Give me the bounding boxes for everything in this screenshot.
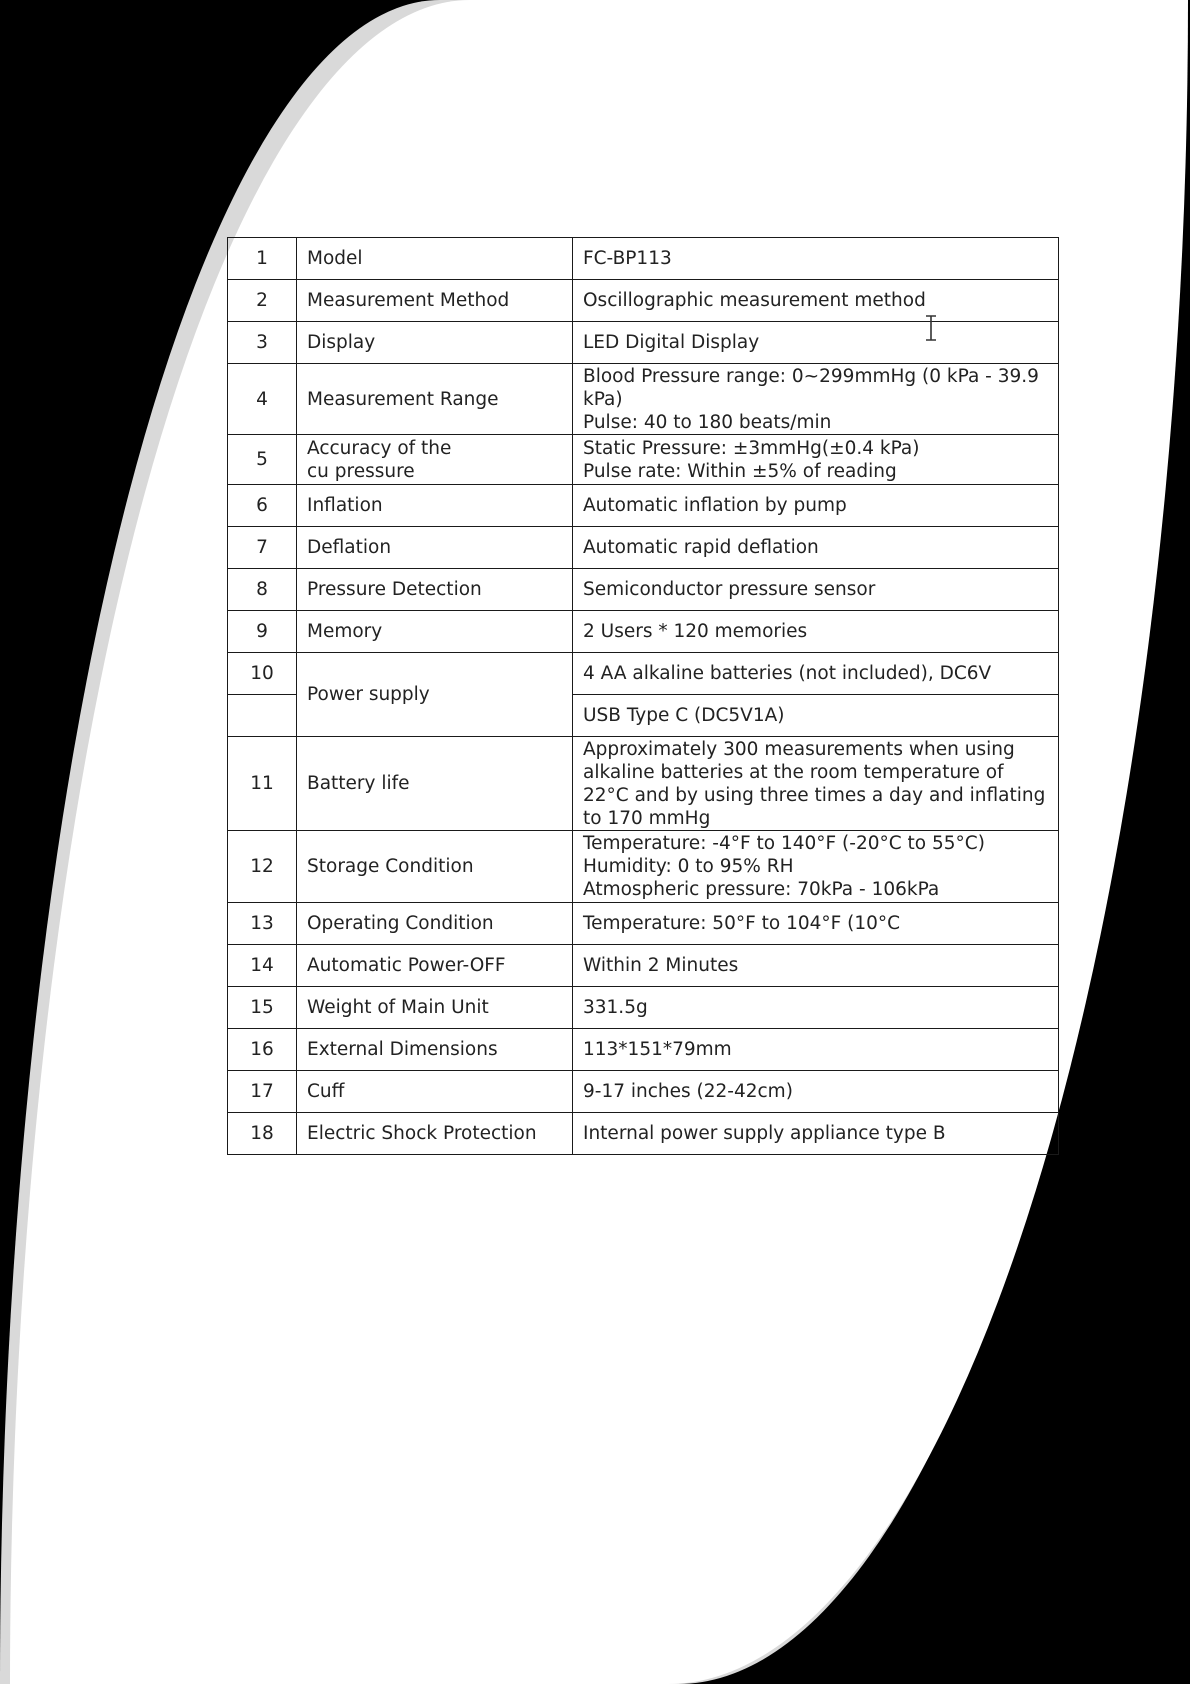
- row-number-empty: [228, 695, 297, 737]
- spec-name: Deflation: [297, 527, 573, 569]
- row-number: 5: [228, 435, 297, 485]
- row-number: 10: [228, 653, 297, 695]
- text-cursor-icon: [924, 315, 938, 341]
- table-row: [228, 569, 1059, 611]
- spec-name: Automatic Power-OFF: [297, 945, 573, 987]
- row-number: 14: [228, 945, 297, 987]
- spec-name: Cuff: [297, 1071, 573, 1113]
- row-number: 18: [228, 1113, 297, 1155]
- spec-name: External Dimensions: [297, 1029, 573, 1071]
- spec-name: Electric Shock Protection: [297, 1113, 573, 1155]
- spec-value: Internal power supply appliance type B: [573, 1113, 1059, 1155]
- table-row: [228, 653, 1059, 695]
- spec-name: Model: [297, 238, 573, 280]
- table-row: [228, 831, 1059, 903]
- table-row: [228, 737, 1059, 831]
- spec-name: Accuracy of the cu pressure: [297, 435, 573, 485]
- row-number: 16: [228, 1029, 297, 1071]
- spec-value: 331.5g: [573, 987, 1059, 1029]
- spec-value: Automatic rapid deflation: [573, 527, 1059, 569]
- spec-name: Inflation: [297, 485, 573, 527]
- spec-value: 113*151*79mm: [573, 1029, 1059, 1071]
- row-number: 9: [228, 611, 297, 653]
- table-row: [228, 1029, 1059, 1071]
- table-row: [228, 238, 1059, 280]
- spec-value: Oscillographic measurement method: [573, 280, 1059, 322]
- table-row: [228, 611, 1059, 653]
- row-number: 2: [228, 280, 297, 322]
- specification-table: [227, 237, 1059, 1155]
- spec-name: Power supply: [297, 653, 573, 737]
- spec-name: Measurement Method: [297, 280, 573, 322]
- row-number: 17: [228, 1071, 297, 1113]
- row-number: 3: [228, 322, 297, 364]
- spec-name: Weight of Main Unit: [297, 987, 573, 1029]
- spec-value: FC-BP113: [573, 238, 1059, 280]
- spec-name: Display: [297, 322, 573, 364]
- row-number: 8: [228, 569, 297, 611]
- spec-name: Pressure Detection: [297, 569, 573, 611]
- spec-name: Storage Condition: [297, 831, 573, 903]
- row-number: 15: [228, 987, 297, 1029]
- row-number: 13: [228, 903, 297, 945]
- row-number: 1: [228, 238, 297, 280]
- table-row: [228, 903, 1059, 945]
- table-row: [228, 485, 1059, 527]
- table-row: [228, 1113, 1059, 1155]
- spec-value: Temperature: 50°F to 104°F (10°C: [573, 903, 1059, 945]
- table-row: [228, 945, 1059, 987]
- spec-name: Memory: [297, 611, 573, 653]
- row-number: 11: [228, 737, 297, 831]
- spec-value: Approximately 300 measurements when using alkaline batteries at the room temperature of 22°C and by using three times a day and inflating to 170 mmHg: [573, 737, 1059, 831]
- spec-value: 2 Users * 120 memories: [573, 611, 1059, 653]
- spec-value: LED Digital Display: [573, 322, 1059, 364]
- spec-name: Measurement Range: [297, 364, 573, 435]
- spec-value: Blood Pressure range: 0~299mmHg (0 kPa - 39.9 kPa) Pulse: 40 to 180 beats/min: [573, 364, 1059, 435]
- row-number: 12: [228, 831, 297, 903]
- table-row: [228, 435, 1059, 485]
- spec-value: USB Type C (DC5V1A): [573, 695, 1059, 737]
- spec-value: Within 2 Minutes: [573, 945, 1059, 987]
- spec-value: Automatic inflation by pump: [573, 485, 1059, 527]
- row-number: 6: [228, 485, 297, 527]
- table-row: [228, 1071, 1059, 1113]
- spec-name: Operating Condition: [297, 903, 573, 945]
- spec-value: Static Pressure: ±3mmHg(±0.4 kPa) Pulse rate: Within ±5% of reading: [573, 435, 1059, 485]
- spec-value: 4 AA alkaline batteries (not included), DC6V: [573, 653, 1059, 695]
- table-row: [228, 987, 1059, 1029]
- row-number: 7: [228, 527, 297, 569]
- spec-name: Battery life: [297, 737, 573, 831]
- table-row: [228, 527, 1059, 569]
- row-number: 4: [228, 364, 297, 435]
- spec-value: 9-17 inches (22-42cm): [573, 1071, 1059, 1113]
- table-row: [228, 364, 1059, 435]
- spec-value: Temperature: -4°F to 140°F (-20°C to 55°C) Humidity: 0 to 95% RH Atmospheric pressure: 70kPa - 106kPa: [573, 831, 1059, 903]
- spec-value: Semiconductor pressure sensor: [573, 569, 1059, 611]
